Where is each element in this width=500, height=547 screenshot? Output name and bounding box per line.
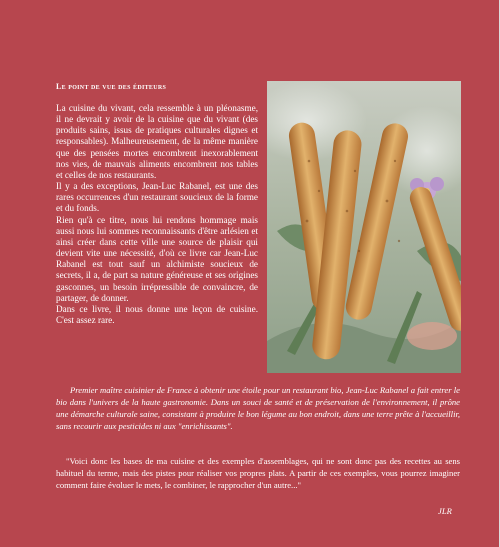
- fried-vegetable-sticks-image: [267, 81, 461, 373]
- paragraph-1: La cuisine du vivant, cela ressemble à un pléonasme, il ne devrait y avoir de la cuisine que du vivant (des produits sains, issus de pratiques culturales dignes et responsables). Malheureusement, de la même manière que des pensées mortes encombrent inexorablement nos vies, de mauvais aliments encombrent nos tables et celles de nos restaurants.: [56, 103, 258, 180]
- paragraph-3: Rien qu'à ce titre, nous lui rendons hommage mais aussi nous lui sommes reconnaissants d'être arlésien et ainsi créer dans cette ville une source de plaisir qui devient vite une nécessité, d'où ce livre car Jean-Luc Rabanel est tout sauf un alchimiste soucieux de secrets, il a, de part sa nature généreuse et ses origines gasconnes, un besoin irrépressible de convaincre, de partager, de donner.: [56, 214, 258, 303]
- chef-introduction: Premier maître cuisinier de France à obtenir une étoile pour un restaurant bio, Jean-Luc Rabanel a fait entrer le bio dans l'univers de la haute gastronomie. Dans un souci de santé et de préservation de l'environnement, il prône une démarche culturale saine, consistant à produire le bon légume au bon endroit, dans une terre prête à l'accueillir, sans recourir aux pesticides ni aux "enrichissants".: [56, 385, 460, 431]
- food-photo: [267, 81, 461, 373]
- editors-text-column: [56, 103, 258, 326]
- chef-quote: "Voici donc les bases de ma cuisine et des exemples d'assemblages, qui ne sont donc pas des recettes au sens habituel du terme, mais des pistes pour réaliser vos propres plats. A partir de ces exemples, vous pourrez imaginer comment faire évoluer le mets, le combiner, le rapprocher d'un autre...": [56, 456, 460, 490]
- paragraph-4: Dans ce livre, il nous donne une leçon de cuisine. C'est assez rare.: [56, 303, 258, 325]
- paragraph-2: Il y a des exceptions, Jean-Luc Rabanel, est une des rares occurrences d'un restaurant soucieux de la forme et du fonds.: [56, 181, 258, 214]
- section-heading: Le point de vue des éditeurs: [56, 82, 167, 91]
- signature: JLR: [438, 506, 452, 516]
